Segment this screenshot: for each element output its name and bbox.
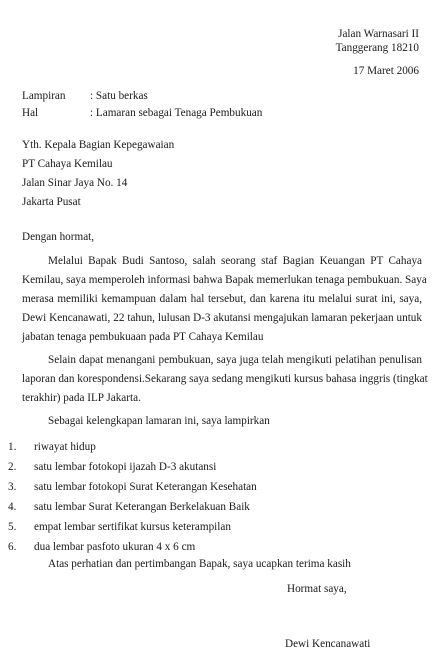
paragraph-line: Selain dapat menangani pembukuan, saya juga telah mengikuti pelatihan penulisan xyxy=(48,354,422,366)
subject-label: Hal xyxy=(22,107,39,119)
paragraph-line: Dewi Kencanawati, 22 tahun, lulusan D-3 akutansi mengajukan lamaran pekerjaan untuk xyxy=(22,312,422,324)
attachment-label: Lampiran xyxy=(22,90,66,102)
list-item xyxy=(8,460,428,480)
list-number: 3. xyxy=(8,481,17,493)
attachment-row xyxy=(22,89,148,103)
signature-name: Dewi Kencanawati xyxy=(285,638,371,650)
paragraph-line: jabatan tenaga pembukuaan pada PT Cahaya Kemilau xyxy=(22,331,264,343)
paragraph-line: Melalui Bapak Budi Santoso, salah seorang staf Bagian Keuangan PT Cahaya xyxy=(48,255,422,267)
list-item xyxy=(8,500,428,520)
list-text: satu lembar fotokopi Surat Keterangan Kesehatan xyxy=(34,481,257,493)
attachment-value: : Satu berkas xyxy=(90,90,148,102)
list-number: 2. xyxy=(8,461,17,473)
list-text: empat lembar sertifikat kursus keterampilan xyxy=(34,521,231,533)
list-text: dua lembar pasfoto ukuran 4 x 6 cm xyxy=(34,541,196,553)
recipient-line: PT Cahaya Kemilau xyxy=(22,158,113,170)
body-paragraph-1 xyxy=(22,252,427,347)
list-text: satu lembar fotokopi ijazah D-3 akutansi xyxy=(34,461,217,473)
closing-sentence: Atas perhatian dan pertimbangan Bapak, saya ucapkan terima kasih xyxy=(48,558,351,570)
recipient-line: Jakarta Pusat xyxy=(22,196,81,208)
recipient-line: Yth. Kepala Bagian Kepegawaian xyxy=(22,139,175,151)
paragraph-line: Kemilau, saya memperoleh informasi bahwa Bapak memerlukan tenaga pembukuan. Saya xyxy=(22,274,427,286)
list-text: satu lembar Surat Keterangan Berkelakuan Baik xyxy=(34,501,250,513)
paragraph-line: laporan dan korespondensi.Sekarang saya sedang mengikuti kursus bahasa inggris (tingkat xyxy=(22,373,428,385)
list-item xyxy=(8,520,428,540)
attachments-list xyxy=(8,440,428,560)
list-number: 1. xyxy=(8,441,17,453)
subject-value: : Lamaran sebagai Tenaga Pembukuan xyxy=(90,107,263,119)
list-item xyxy=(8,440,428,460)
list-text: riwayat hidup xyxy=(34,441,96,453)
body-paragraph-2 xyxy=(22,351,428,408)
sender-street: Jalan Warnasari II xyxy=(338,28,419,40)
salutation: Dengan hormat, xyxy=(22,231,95,243)
subject-row xyxy=(22,106,262,120)
signoff: Hormat saya, xyxy=(287,583,347,595)
recipient-address xyxy=(22,136,174,212)
list-item xyxy=(8,480,428,500)
letter-date: 17 Maret 2006 xyxy=(353,65,419,77)
recipient-line: Jalan Sinar Jaya No. 14 xyxy=(22,177,128,189)
sender-city: Tanggerang 18210 xyxy=(335,42,419,54)
list-number: 4. xyxy=(8,501,17,513)
paragraph-line: terakhir) pada ILP Jakarta. xyxy=(22,392,141,404)
list-number: 5. xyxy=(8,521,17,533)
sender-address xyxy=(336,27,419,55)
attachments-intro: Sebagai kelengkapan lamaran ini, saya lampirkan xyxy=(48,415,270,427)
list-number: 6. xyxy=(8,541,17,553)
paragraph-line: merasa memiliki kemampuan dalam hal tersebut, dan karena itu melalui surat ini, saya, xyxy=(22,293,422,305)
